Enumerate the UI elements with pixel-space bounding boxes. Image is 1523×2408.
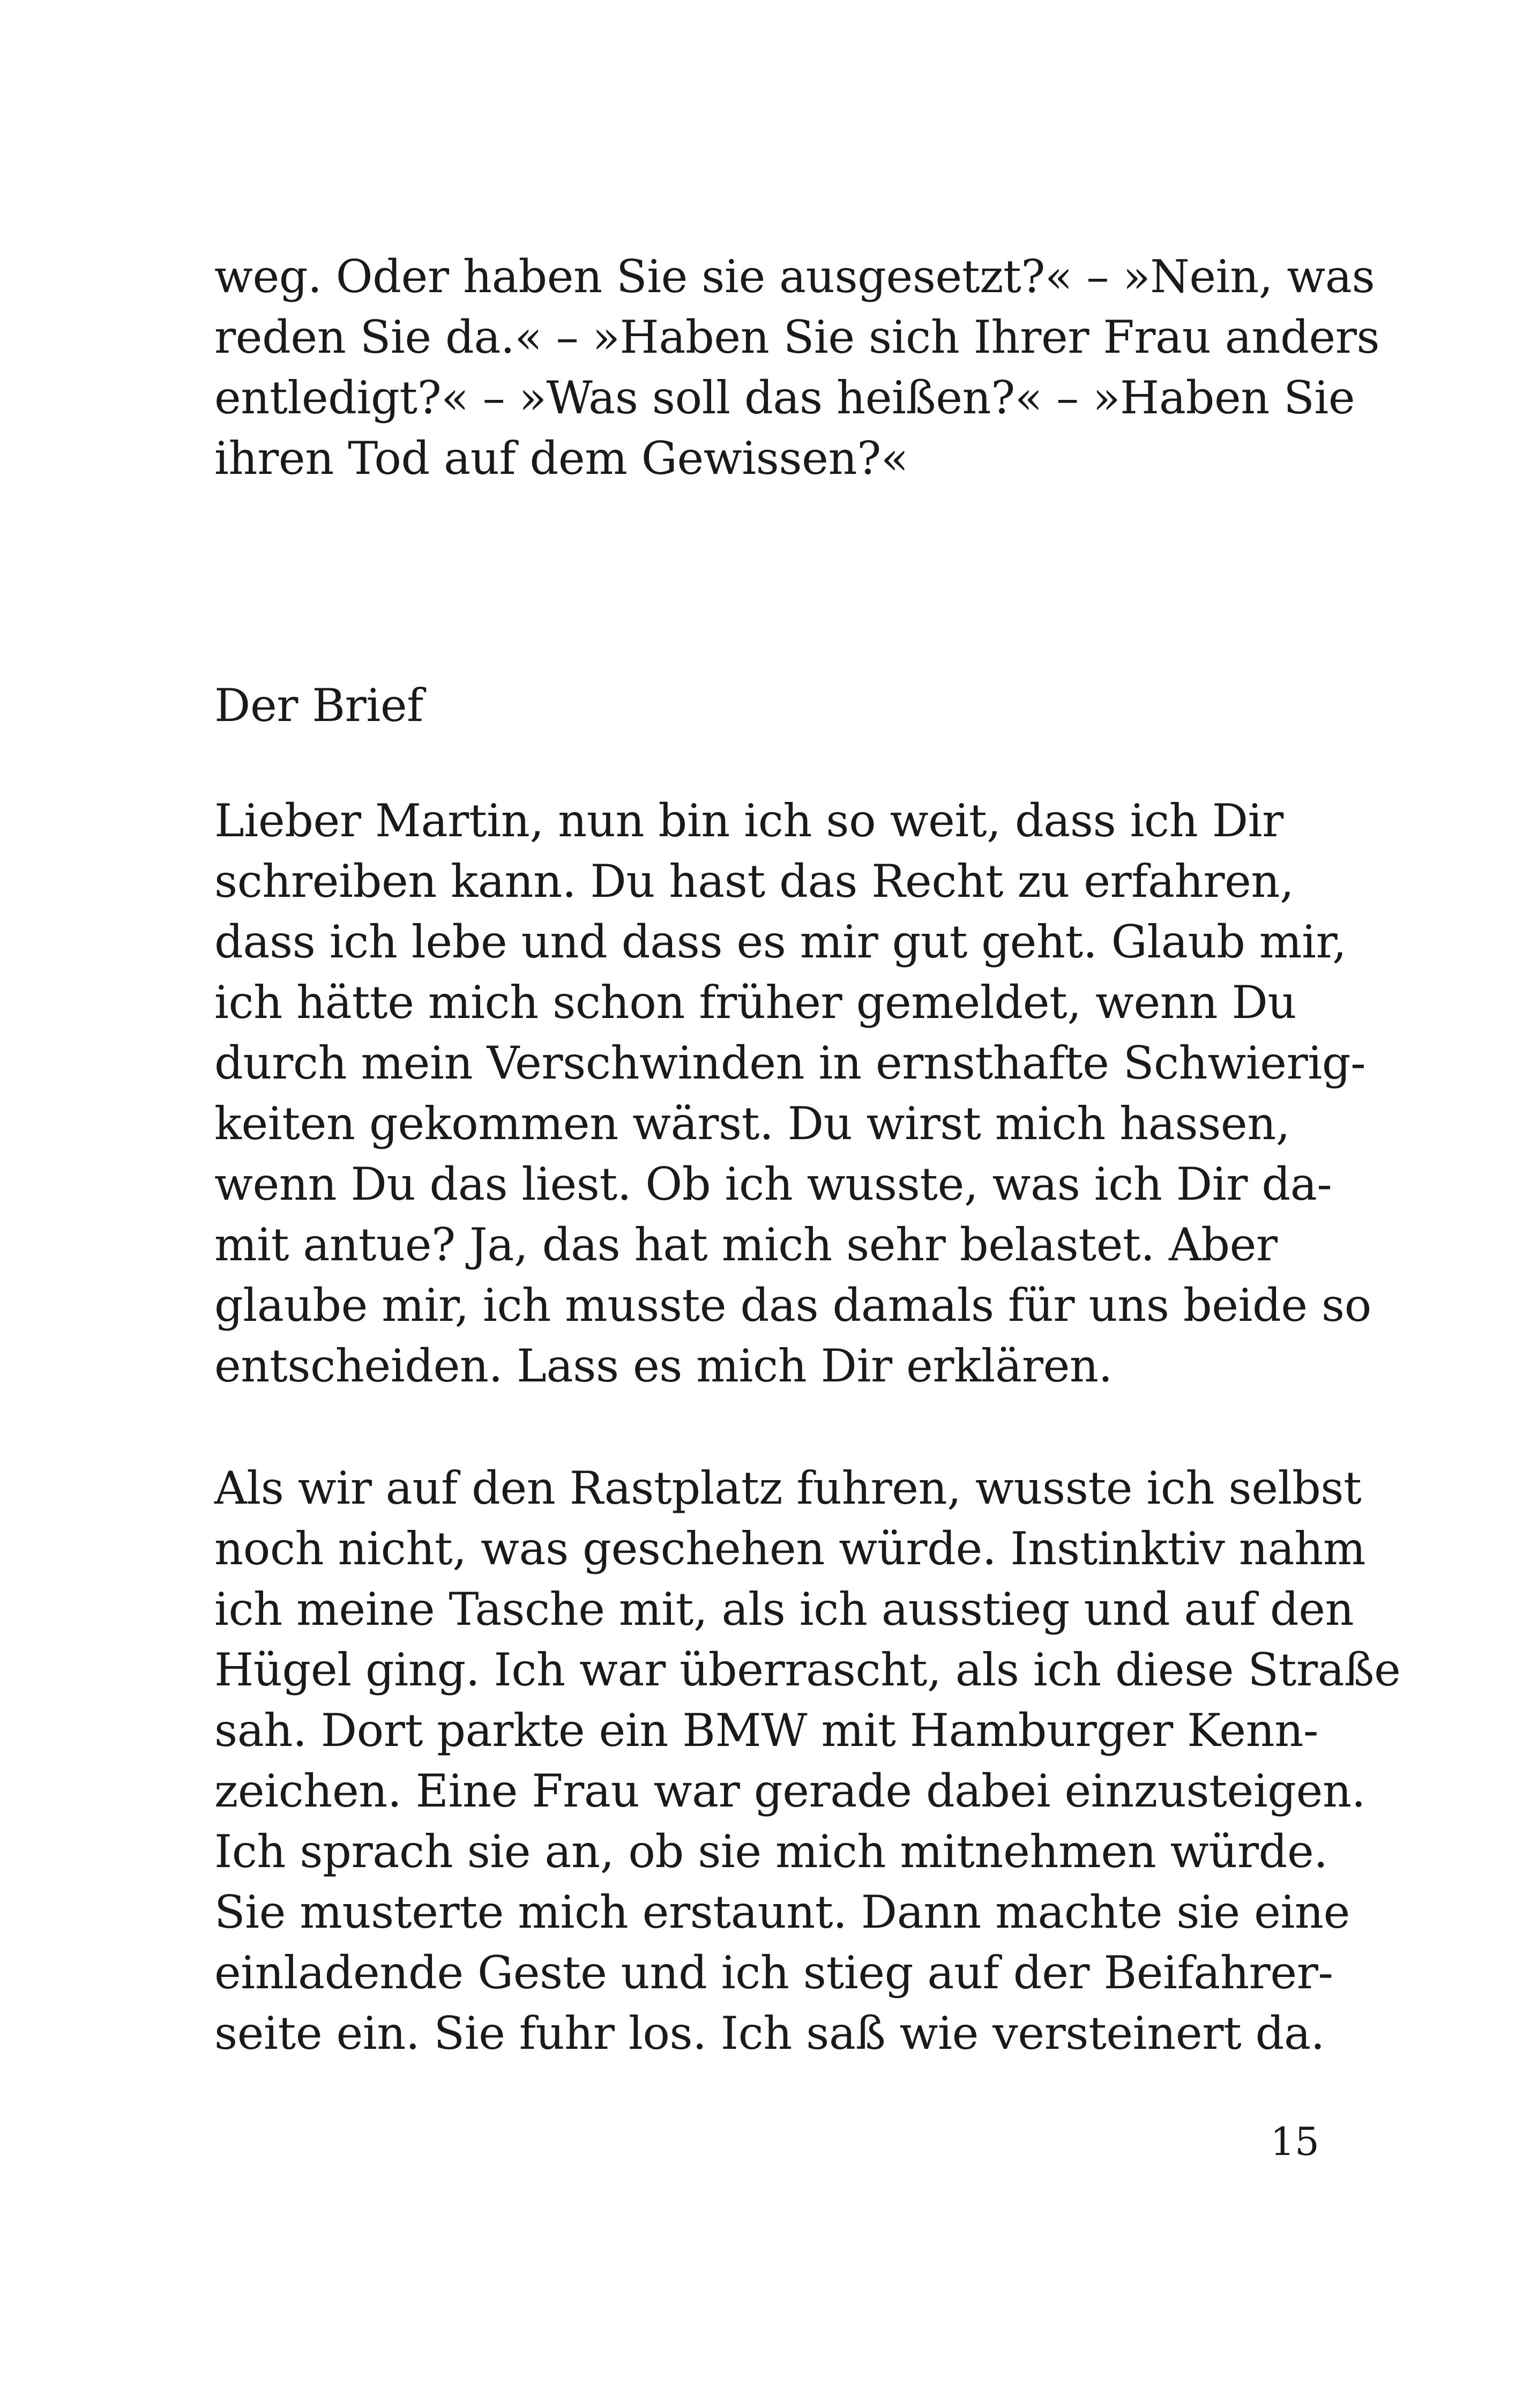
text-line: entscheiden. Lass es mich Dir erklären. [214,1340,1113,1392]
text-line: ich meine Tasche mit, als ich ausstieg und auf den [214,1583,1354,1636]
text-line: noch nicht, was geschehen würde. Instinktiv nahm [214,1522,1366,1575]
text-line: schreiben kann. Du hast das Recht zu erfahren, [214,855,1294,908]
text-line: keiten gekommen wärst. Du wirst mich hassen, [214,1097,1290,1150]
section-heading-block [214,675,1329,736]
section-heading: Der Brief [214,679,423,732]
text-line: Sie musterte mich erstaunt. Dann machte sie eine [214,1886,1350,1938]
paragraph-continuation [214,247,1380,489]
text-line: seite ein. Sie fuhr los. Ich saß wie versteinert da. [214,2007,1325,2060]
text-line: dass ich lebe und dass es mir gut geht. Glaub mir, [214,916,1347,968]
text-line: sah. Dort parkte ein BMW mit Hamburger Kenn- [214,1704,1318,1757]
text-line: Lieber Martin, nun bin ich so weit, dass ich Dir [214,794,1283,847]
text-line: Ich sprach sie an, ob sie mich mitnehmen würde. [214,1825,1328,1878]
text-line: weg. Oder haben Sie sie ausgesetzt?« – »Nein, was [214,250,1375,303]
page-number: 15 [1270,2119,1319,2164]
text-line: wenn Du das liest. Ob ich wusste, was ich Dir da- [214,1158,1332,1210]
letter-paragraph-1 [214,791,1371,1396]
text-line: mit antue? Ja, das hat mich sehr belastet. Aber [214,1218,1278,1271]
letter-paragraph-2 [214,1458,1401,2064]
text-line: reden Sie da.« – »Haben Sie sich Ihrer Frau anders [214,311,1380,363]
text-line: entledigt?« – »Was soll das heißen?« – »Haben Sie [214,371,1355,424]
text-line: durch mein Verschwinden in ernsthafte Schwierig- [214,1037,1366,1089]
text-line: Als wir auf den Rastplatz fuhren, wusste ich selbst [214,1462,1362,1514]
text-line: Hügel ging. Ich war überrascht, als ich diese Straße [214,1644,1401,1696]
text-line: glaube mir, ich musste das damals für uns beide so [214,1279,1371,1332]
text-line: ihren Tod auf dem Gewissen?« [214,432,908,485]
text-line: zeichen. Eine Frau war gerade dabei einzusteigen. [214,1765,1365,1817]
text-line: einladende Geste und ich stieg auf der Beifahrer- [214,1946,1333,1999]
text-line: ich hätte mich schon früher gemeldet, wenn Du [214,976,1297,1029]
